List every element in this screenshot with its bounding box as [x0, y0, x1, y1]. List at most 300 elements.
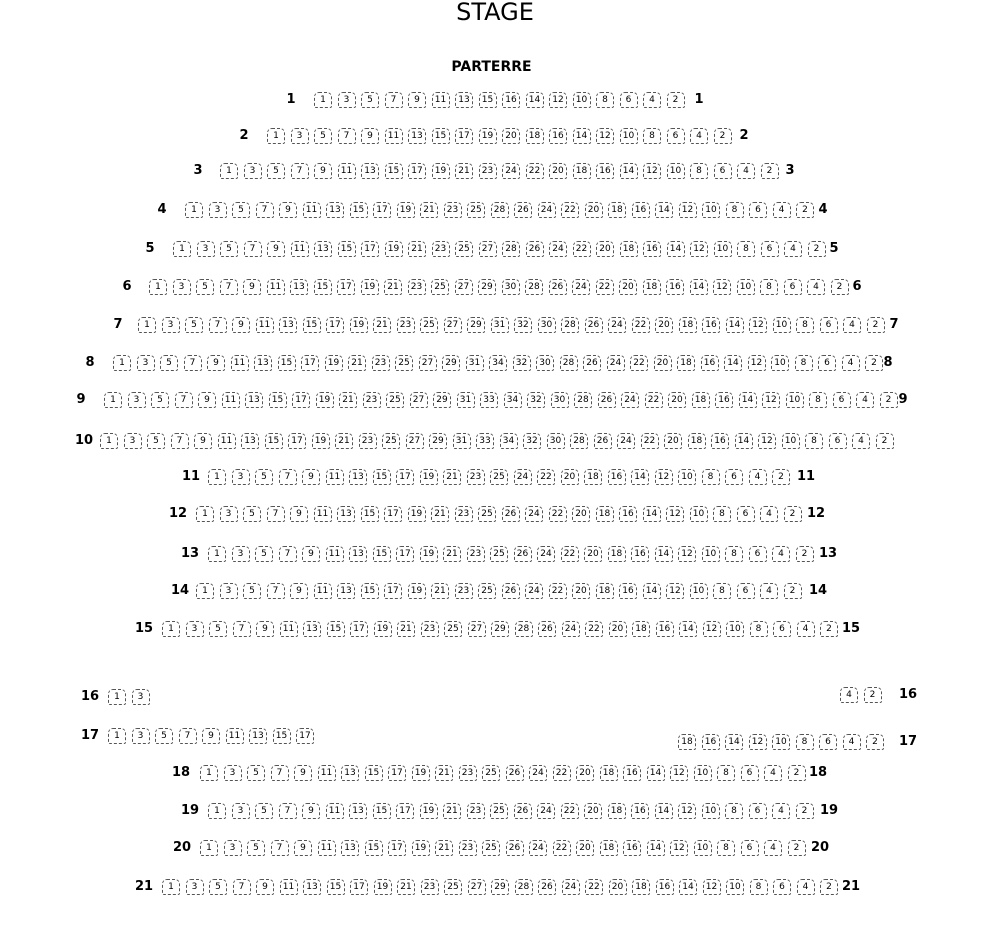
seat[interactable]: 20: [654, 355, 672, 371]
seat[interactable]: 10: [702, 202, 720, 218]
seat[interactable]: 18: [643, 279, 661, 295]
seat[interactable]: 17: [384, 506, 402, 522]
seat[interactable]: 15: [373, 803, 391, 819]
seat[interactable]: 13: [337, 506, 355, 522]
seat[interactable]: 12: [749, 317, 767, 333]
seat[interactable]: 3: [232, 469, 250, 485]
seat[interactable]: 3: [132, 728, 150, 744]
seat[interactable]: 15: [327, 879, 345, 895]
seat[interactable]: 21: [431, 583, 449, 599]
seat[interactable]: 1: [208, 546, 226, 562]
seat[interactable]: 27: [444, 317, 462, 333]
seat[interactable]: 3: [338, 92, 356, 108]
seat[interactable]: 20: [502, 128, 520, 144]
seat[interactable]: 25: [490, 469, 508, 485]
seat[interactable]: 21: [431, 506, 449, 522]
seat[interactable]: 13: [349, 803, 367, 819]
seat[interactable]: 22: [585, 879, 603, 895]
seat[interactable]: 3: [197, 241, 215, 257]
seat[interactable]: 7: [209, 317, 227, 333]
seat[interactable]: 23: [372, 355, 390, 371]
seat[interactable]: 2: [796, 803, 814, 819]
seat[interactable]: 9: [198, 392, 216, 408]
seat[interactable]: 17: [337, 279, 355, 295]
seat[interactable]: 14: [725, 734, 743, 750]
seat[interactable]: 10: [573, 92, 591, 108]
seat[interactable]: 24: [549, 241, 567, 257]
seat[interactable]: 23: [408, 279, 426, 295]
seat[interactable]: 3: [244, 163, 262, 179]
seat[interactable]: 13: [455, 92, 473, 108]
seat[interactable]: 15: [303, 317, 321, 333]
seat[interactable]: 3: [137, 355, 155, 371]
seat[interactable]: 3: [173, 279, 191, 295]
seat[interactable]: 14: [726, 317, 744, 333]
seat[interactable]: 9: [294, 840, 312, 856]
seat[interactable]: 15: [479, 92, 497, 108]
seat[interactable]: 21: [408, 241, 426, 257]
seat[interactable]: 27: [468, 879, 486, 895]
seat[interactable]: 11: [280, 621, 298, 637]
seat[interactable]: 15: [269, 392, 287, 408]
seat[interactable]: 12: [655, 469, 673, 485]
seat[interactable]: 7: [279, 546, 297, 562]
seat[interactable]: 3: [132, 689, 150, 705]
seat[interactable]: 8: [760, 279, 778, 295]
seat[interactable]: 29: [491, 621, 509, 637]
seat[interactable]: 9: [408, 92, 426, 108]
seat[interactable]: 5: [243, 583, 261, 599]
seat[interactable]: 14: [724, 355, 742, 371]
seat[interactable]: 10: [726, 621, 744, 637]
seat[interactable]: 28: [560, 355, 578, 371]
seat[interactable]: 20: [609, 879, 627, 895]
seat[interactable]: 32: [513, 355, 531, 371]
seat[interactable]: 8: [737, 241, 755, 257]
seat[interactable]: 15: [373, 546, 391, 562]
seat[interactable]: 19: [420, 469, 438, 485]
seat[interactable]: 28: [515, 879, 533, 895]
seat[interactable]: 11: [267, 279, 285, 295]
seat[interactable]: 23: [397, 317, 415, 333]
seat[interactable]: 7: [279, 803, 297, 819]
seat[interactable]: 17: [296, 728, 314, 744]
seat[interactable]: 27: [406, 433, 424, 449]
seat[interactable]: 9: [279, 202, 297, 218]
seat[interactable]: 9: [202, 728, 220, 744]
seat[interactable]: 16: [623, 765, 641, 781]
seat[interactable]: 18: [584, 469, 602, 485]
seat[interactable]: 8: [690, 163, 708, 179]
seat[interactable]: 6: [620, 92, 638, 108]
seat[interactable]: 4: [764, 840, 782, 856]
seat[interactable]: 24: [514, 469, 532, 485]
seat[interactable]: 11: [432, 92, 450, 108]
seat[interactable]: 8: [726, 202, 744, 218]
seat[interactable]: 31: [453, 433, 471, 449]
seat[interactable]: 16: [666, 279, 684, 295]
seat[interactable]: 16: [608, 469, 626, 485]
seat[interactable]: 1: [185, 202, 203, 218]
seat[interactable]: 31: [466, 355, 484, 371]
seat[interactable]: 21: [443, 803, 461, 819]
seat[interactable]: 7: [279, 469, 297, 485]
seat[interactable]: 20: [655, 317, 673, 333]
seat[interactable]: 2: [796, 202, 814, 218]
seat[interactable]: 5: [232, 202, 250, 218]
seat[interactable]: 4: [643, 92, 661, 108]
seat[interactable]: 19: [325, 355, 343, 371]
seat[interactable]: 7: [271, 840, 289, 856]
seat[interactable]: 10: [714, 241, 732, 257]
seat[interactable]: 15: [385, 163, 403, 179]
seat[interactable]: 25: [395, 355, 413, 371]
seat[interactable]: 27: [479, 241, 497, 257]
seat[interactable]: 18: [679, 317, 697, 333]
seat[interactable]: 16: [656, 621, 674, 637]
seat[interactable]: 2: [880, 392, 898, 408]
seat[interactable]: 17: [388, 765, 406, 781]
seat[interactable]: 4: [797, 879, 815, 895]
seat[interactable]: 30: [551, 392, 569, 408]
seat[interactable]: 6: [833, 392, 851, 408]
seat[interactable]: 7: [338, 128, 356, 144]
seat[interactable]: 9: [256, 879, 274, 895]
seat[interactable]: 14: [526, 92, 544, 108]
seat[interactable]: 11: [291, 241, 309, 257]
seat[interactable]: 20: [609, 621, 627, 637]
seat[interactable]: 30: [547, 433, 565, 449]
seat[interactable]: 23: [444, 202, 462, 218]
seat[interactable]: 9: [361, 128, 379, 144]
seat[interactable]: 2: [761, 163, 779, 179]
seat[interactable]: 7: [267, 506, 285, 522]
seat[interactable]: 22: [561, 546, 579, 562]
seat[interactable]: 10: [782, 433, 800, 449]
seat[interactable]: 11: [303, 202, 321, 218]
seat[interactable]: 16: [702, 317, 720, 333]
seat[interactable]: 17: [373, 202, 391, 218]
seat[interactable]: 8: [750, 879, 768, 895]
seat[interactable]: 25: [382, 433, 400, 449]
seat[interactable]: 26: [506, 765, 524, 781]
seat[interactable]: 25: [482, 765, 500, 781]
seat[interactable]: 28: [491, 202, 509, 218]
seat[interactable]: 16: [502, 92, 520, 108]
seat[interactable]: 8: [750, 621, 768, 637]
seat[interactable]: 29: [429, 433, 447, 449]
seat[interactable]: 13: [303, 879, 321, 895]
seat[interactable]: 23: [432, 241, 450, 257]
seat[interactable]: 3: [291, 128, 309, 144]
seat[interactable]: 14: [655, 546, 673, 562]
seat[interactable]: 14: [631, 469, 649, 485]
seat[interactable]: 10: [786, 392, 804, 408]
seat[interactable]: 19: [412, 765, 430, 781]
seat[interactable]: 24: [537, 546, 555, 562]
seat[interactable]: 1: [208, 469, 226, 485]
seat[interactable]: 9: [267, 241, 285, 257]
seat[interactable]: 13: [241, 433, 259, 449]
seat[interactable]: 12: [678, 803, 696, 819]
seat[interactable]: 8: [725, 546, 743, 562]
seat[interactable]: 6: [773, 621, 791, 637]
seat[interactable]: 2: [864, 687, 882, 703]
seat[interactable]: 11: [314, 583, 332, 599]
seat[interactable]: 23: [455, 583, 473, 599]
seat[interactable]: 18: [573, 163, 591, 179]
seat[interactable]: 13: [341, 840, 359, 856]
seat[interactable]: 13: [249, 728, 267, 744]
seat[interactable]: 19: [361, 279, 379, 295]
seat[interactable]: 1: [149, 279, 167, 295]
seat[interactable]: 21: [339, 392, 357, 408]
seat[interactable]: 17: [350, 621, 368, 637]
seat[interactable]: 5: [267, 163, 285, 179]
seat[interactable]: 29: [467, 317, 485, 333]
seat[interactable]: 16: [711, 433, 729, 449]
seat[interactable]: 17: [292, 392, 310, 408]
seat[interactable]: 4: [737, 163, 755, 179]
seat[interactable]: 17: [455, 128, 473, 144]
seat[interactable]: 7: [184, 355, 202, 371]
seat[interactable]: 13: [349, 469, 367, 485]
seat[interactable]: 15: [361, 506, 379, 522]
seat[interactable]: 11: [326, 469, 344, 485]
seat[interactable]: 22: [632, 317, 650, 333]
seat[interactable]: 26: [594, 433, 612, 449]
seat[interactable]: 20: [664, 433, 682, 449]
seat[interactable]: 18: [608, 546, 626, 562]
seat[interactable]: 10: [773, 317, 791, 333]
seat[interactable]: 21: [373, 317, 391, 333]
seat[interactable]: 11: [280, 879, 298, 895]
seat[interactable]: 11: [318, 840, 336, 856]
seat[interactable]: 28: [574, 392, 592, 408]
seat[interactable]: 14: [690, 279, 708, 295]
seat[interactable]: 7: [256, 202, 274, 218]
seat[interactable]: 22: [585, 621, 603, 637]
seat[interactable]: 7: [267, 583, 285, 599]
seat[interactable]: 24: [529, 840, 547, 856]
seat[interactable]: 26: [598, 392, 616, 408]
seat[interactable]: 1: [200, 765, 218, 781]
seat[interactable]: 4: [843, 317, 861, 333]
seat[interactable]: 8: [805, 433, 823, 449]
seat[interactable]: 6: [829, 433, 847, 449]
seat[interactable]: 16: [701, 355, 719, 371]
seat[interactable]: 1: [108, 689, 126, 705]
seat[interactable]: 30: [536, 355, 554, 371]
seat[interactable]: 15: [278, 355, 296, 371]
seat[interactable]: 2: [831, 279, 849, 295]
seat[interactable]: 20: [572, 506, 590, 522]
seat[interactable]: 10: [690, 506, 708, 522]
seat[interactable]: 14: [647, 765, 665, 781]
seat[interactable]: 9: [290, 506, 308, 522]
seat[interactable]: 13: [290, 279, 308, 295]
seat[interactable]: 13: [349, 546, 367, 562]
seat[interactable]: 23: [421, 879, 439, 895]
seat[interactable]: 22: [549, 506, 567, 522]
seat[interactable]: 31: [491, 317, 509, 333]
seat[interactable]: 12: [549, 92, 567, 108]
seat[interactable]: 3: [224, 840, 242, 856]
seat[interactable]: 24: [525, 583, 543, 599]
seat[interactable]: 8: [796, 317, 814, 333]
seat[interactable]: 25: [420, 317, 438, 333]
seat[interactable]: 1: [100, 433, 118, 449]
seat[interactable]: 22: [573, 241, 591, 257]
seat[interactable]: 25: [455, 241, 473, 257]
seat[interactable]: 26: [583, 355, 601, 371]
seat[interactable]: 5: [255, 546, 273, 562]
seat[interactable]: 2: [714, 128, 732, 144]
seat[interactable]: 19: [408, 583, 426, 599]
seat[interactable]: 8: [713, 583, 731, 599]
seat[interactable]: 21: [435, 840, 453, 856]
seat[interactable]: 32: [523, 433, 541, 449]
seat[interactable]: 17: [396, 546, 414, 562]
seat[interactable]: 32: [514, 317, 532, 333]
seat[interactable]: 23: [459, 840, 477, 856]
seat[interactable]: 18: [692, 392, 710, 408]
seat[interactable]: 18: [632, 879, 650, 895]
seat[interactable]: 2: [788, 840, 806, 856]
seat[interactable]: 5: [361, 92, 379, 108]
seat[interactable]: 20: [576, 765, 594, 781]
seat[interactable]: 15: [432, 128, 450, 144]
seat[interactable]: 19: [312, 433, 330, 449]
seat[interactable]: 9: [294, 765, 312, 781]
seat[interactable]: 29: [478, 279, 496, 295]
seat[interactable]: 11: [385, 128, 403, 144]
seat[interactable]: 21: [397, 621, 415, 637]
seat[interactable]: 23: [479, 163, 497, 179]
seat[interactable]: 12: [643, 163, 661, 179]
seat[interactable]: 25: [386, 392, 404, 408]
seat[interactable]: 18: [596, 583, 614, 599]
seat[interactable]: 21: [420, 202, 438, 218]
seat[interactable]: 15: [314, 279, 332, 295]
seat[interactable]: 1: [220, 163, 238, 179]
seat[interactable]: 13: [361, 163, 379, 179]
seat[interactable]: 2: [876, 433, 894, 449]
seat[interactable]: 7: [271, 765, 289, 781]
seat[interactable]: 15: [373, 469, 391, 485]
seat[interactable]: 1: [162, 621, 180, 637]
seat[interactable]: 4: [807, 279, 825, 295]
seat[interactable]: 9: [256, 621, 274, 637]
seat[interactable]: 20: [561, 469, 579, 485]
seat[interactable]: 13: [341, 765, 359, 781]
seat[interactable]: 16: [715, 392, 733, 408]
seat[interactable]: 5: [155, 728, 173, 744]
seat[interactable]: 11: [256, 317, 274, 333]
seat[interactable]: 8: [717, 840, 735, 856]
seat[interactable]: 10: [702, 546, 720, 562]
seat[interactable]: 26: [538, 879, 556, 895]
seat[interactable]: 6: [749, 803, 767, 819]
seat[interactable]: 21: [455, 163, 473, 179]
seat[interactable]: 18: [596, 506, 614, 522]
seat[interactable]: 21: [443, 546, 461, 562]
seat[interactable]: 26: [502, 506, 520, 522]
seat[interactable]: 14: [655, 202, 673, 218]
seat[interactable]: 10: [620, 128, 638, 144]
seat[interactable]: 22: [549, 583, 567, 599]
seat[interactable]: 5: [209, 879, 227, 895]
seat[interactable]: 26: [585, 317, 603, 333]
seat[interactable]: 8: [725, 803, 743, 819]
seat[interactable]: 2: [808, 241, 826, 257]
seat[interactable]: 28: [570, 433, 588, 449]
seat[interactable]: 10: [702, 803, 720, 819]
seat[interactable]: 28: [525, 279, 543, 295]
seat[interactable]: 7: [233, 879, 251, 895]
seat[interactable]: 11: [326, 546, 344, 562]
seat[interactable]: 15: [265, 433, 283, 449]
seat[interactable]: 11: [338, 163, 356, 179]
seat[interactable]: 18: [600, 840, 618, 856]
seat[interactable]: 14: [643, 506, 661, 522]
seat[interactable]: 24: [562, 621, 580, 637]
seat[interactable]: 25: [467, 202, 485, 218]
seat[interactable]: 6: [818, 355, 836, 371]
seat[interactable]: 22: [537, 469, 555, 485]
seat[interactable]: 9: [243, 279, 261, 295]
seat[interactable]: 24: [572, 279, 590, 295]
seat[interactable]: 24: [529, 765, 547, 781]
seat[interactable]: 22: [645, 392, 663, 408]
seat[interactable]: 13: [337, 583, 355, 599]
seat[interactable]: 3: [209, 202, 227, 218]
seat[interactable]: 8: [809, 392, 827, 408]
seat[interactable]: 18: [632, 621, 650, 637]
seat[interactable]: 7: [291, 163, 309, 179]
seat[interactable]: 16: [596, 163, 614, 179]
seat[interactable]: 23: [467, 546, 485, 562]
seat[interactable]: 14: [620, 163, 638, 179]
seat[interactable]: 12: [703, 621, 721, 637]
seat[interactable]: 5: [314, 128, 332, 144]
seat[interactable]: 29: [442, 355, 460, 371]
seat[interactable]: 20: [596, 241, 614, 257]
seat[interactable]: 8: [702, 469, 720, 485]
seat[interactable]: 13: [254, 355, 272, 371]
seat[interactable]: 23: [359, 433, 377, 449]
seat[interactable]: 18: [677, 355, 695, 371]
seat[interactable]: 16: [549, 128, 567, 144]
seat[interactable]: 25: [478, 506, 496, 522]
seat[interactable]: 10: [726, 879, 744, 895]
seat[interactable]: 15: [273, 728, 291, 744]
seat[interactable]: 17: [361, 241, 379, 257]
seat[interactable]: 9: [194, 433, 212, 449]
seat[interactable]: 11: [326, 803, 344, 819]
seat[interactable]: 17: [396, 803, 414, 819]
seat[interactable]: 14: [667, 241, 685, 257]
seat[interactable]: 2: [820, 879, 838, 895]
seat[interactable]: 12: [666, 583, 684, 599]
seat[interactable]: 27: [455, 279, 473, 295]
seat[interactable]: 1: [267, 128, 285, 144]
seat[interactable]: 13: [279, 317, 297, 333]
seat[interactable]: 30: [502, 279, 520, 295]
seat[interactable]: 14: [679, 879, 697, 895]
seat[interactable]: 4: [856, 392, 874, 408]
seat[interactable]: 14: [735, 433, 753, 449]
